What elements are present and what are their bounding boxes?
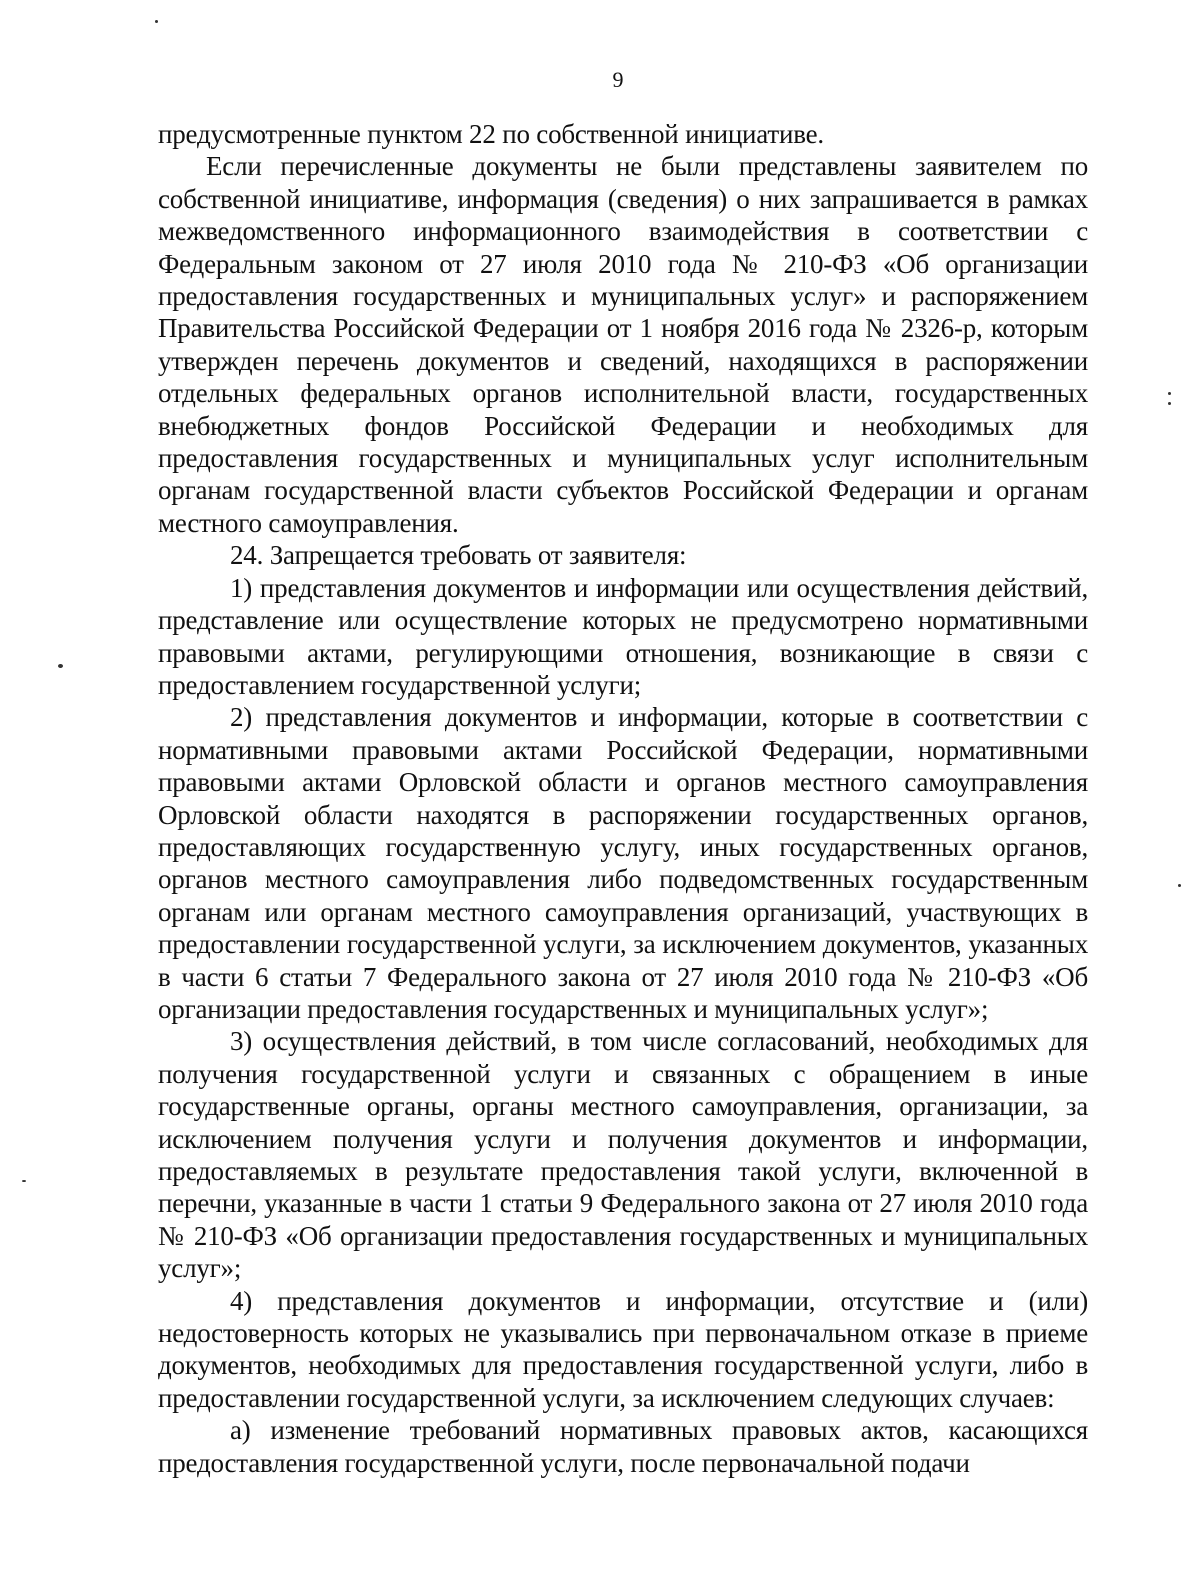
scan-speck (155, 20, 158, 23)
paragraph-subitem-a: а) изменение требований нормативных правовых актов, касающихся предоставления государственной услуги, после первоначальной подачи (158, 1415, 1088, 1478)
page-number: 9 (612, 67, 624, 92)
scan-speck (1168, 392, 1171, 395)
paragraph-continuation: предусмотренные пунктом 22 по собственной инициативе. (158, 119, 824, 149)
paragraph-subitem-3: 3) осуществления действий, в том числе согласований, необходимых для получения государственной услуги и связанных с обращением в иные государственные органы, органы местного самоуправления, организации, за исключением получения услуги и получения документов и информации, предоставляемых в результате предоставления такой услуги, включенной в перечни, указанные в части 1 статьи 9 Федерального закона от 27 июля 2010 года № 210-ФЗ «Об организации предоставления государственных и муниципальных услуг»; (158, 1026, 1088, 1284)
scan-speck (1168, 402, 1171, 405)
paragraph-subitem-1: 1) представления документов и информации или осуществления действий, представление или осуществление которых не предусмотрено нормативными правовыми актами, регулирующими отношения, возникающие в связи с предоставлением государственной услуги; (158, 572, 1088, 700)
paragraph-subitem-2: 2) представления документов и информации, которые в соответствии с нормативными правовыми актами Российской Федерации, нормативными правовыми актами Орловской области и органов местного самоуправления Орловской области находятся в распоряжении государственных органов, предоставляющих государственную услугу, иных государственных органов, органов местного самоуправления либо подведомственных государственным органам или органам местного самоуправления организаций, участвующих в предоставлении государственной услуги, за исключением документов, указанных в части 6 статьи 7 Федерального закона от 27 июля 2010 года № 210-ФЗ «Об организации предоставления государственных и муниципальных услуг»; (158, 702, 1088, 1024)
scan-speck (1178, 884, 1181, 887)
scan-speck (58, 664, 63, 668)
paragraph-subitem-4: 4) представления документов и информации, отсутствие и (или) недостоверность которых не указывались при первоначальном отказе в приеме документов, необходимых для предоставления государственной услуги, либо в предоставлении государственной услуги, за исключением следующих случаев: (158, 1285, 1088, 1413)
paragraph-interdepartmental-request: Если перечисленные документы не были представлены заявителем по собственной инициативе, информация (сведения) о них запрашивается в рамках межведомственного информационного взаимодействия в соответствии с Федеральным законом от 27 июля 2010 года № 210-ФЗ «Об организации предоставления государственных и муниципальных услуг» и распоряжением Правительства Российской Федерации от 1 ноября 2016 года № 2326-р, которым утвержден перечень документов и сведений, находящихся в распоряжении отдельных федеральных органов исполнительной власти, государственных внебюджетных фондов Российской Федерации и необходимых для предоставления государственных и муниципальных услуг исполнительным органам государственной власти субъектов Российской Федерации и органам местного самоуправления. (158, 151, 1088, 538)
paragraph-item-24-heading: 24. Запрещается требовать от заявителя: (230, 540, 687, 571)
scan-speck (22, 1180, 26, 1182)
document-body (158, 118, 1088, 1479)
